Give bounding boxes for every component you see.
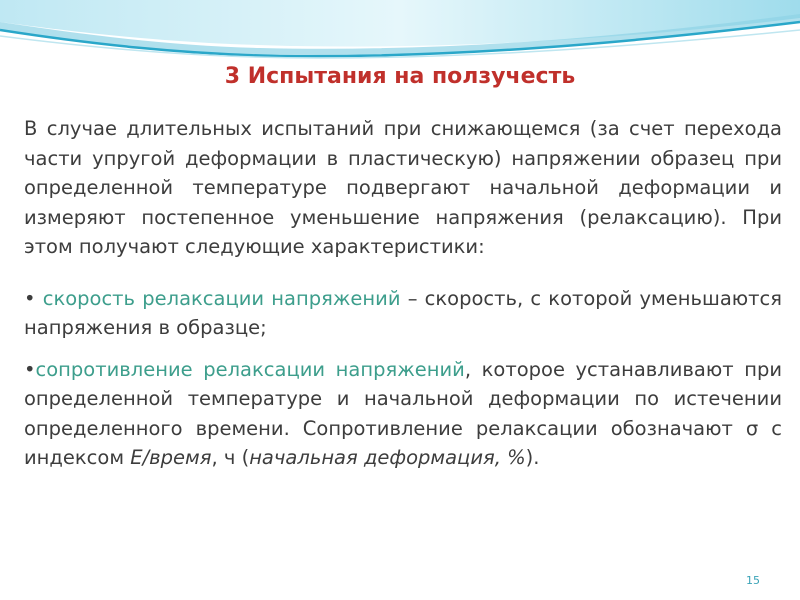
bullet-marker: • (24, 286, 36, 310)
term-relaxation-resistance: сопротивление релаксации напряжений (35, 357, 465, 381)
bullet-text: – скорость, с которой уменьшаются напряжения в образце; (24, 286, 782, 339)
intro-paragraph: В случае длительных испытаний при снижающемся (за счет перехода части упругой деформации в пластическую) напряжении образец при определенной температуре подвергают начальной деформации и измеряют постепенное уменьшение напряжения (релаксацию). При этом получают следующие характеристики: (24, 117, 782, 258)
bullet-marker: • (24, 357, 36, 381)
index-italic: Е/время (130, 446, 212, 469)
term-relaxation-rate: скорость релаксации напряжений (42, 286, 401, 310)
initial-deformation-italic: начальная деформация, % (249, 446, 526, 469)
bullet-relaxation-rate (24, 284, 782, 343)
slide-title: 3 Испытания на ползучесть (224, 64, 576, 89)
bullet-text-mid: , ч ( (211, 446, 250, 469)
bullet-text-end: ). (525, 446, 540, 469)
bullet-text: , которое устанавливают при определенной температуре и начальной деформации по истечении определенного времени. Сопротивление релаксации обозначают σ с индексом (24, 357, 782, 469)
slide-body (24, 114, 782, 473)
bullet-relaxation-resistance (24, 355, 782, 473)
page-number: 15 (746, 574, 760, 587)
